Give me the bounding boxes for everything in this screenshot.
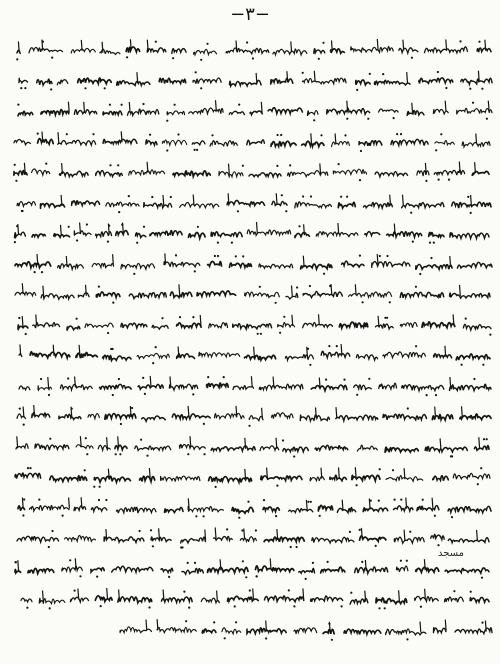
handwritten-line [0,585,500,611]
handwritten-line [0,128,500,154]
handwritten-line [0,280,500,306]
interlinear-annotation: مسجد [438,548,464,559]
handwritten-line [0,311,500,337]
page-number: −۳− [230,4,270,25]
handwritten-line [0,616,500,642]
handwritten-line [0,402,500,428]
handwritten-line [0,36,500,62]
handwritten-line [0,555,500,581]
handwritten-line [0,158,500,184]
handwritten-line [0,219,500,245]
handwritten-line [0,463,500,489]
handwritten-line [0,189,500,215]
handwritten-line [0,250,500,276]
handwritten-line [0,524,500,550]
handwritten-line [0,433,500,459]
handwritten-line [0,494,500,520]
handwritten-line [0,67,500,93]
handwritten-line [0,372,500,398]
handwritten-line [0,341,500,367]
handwritten-line [0,97,500,123]
